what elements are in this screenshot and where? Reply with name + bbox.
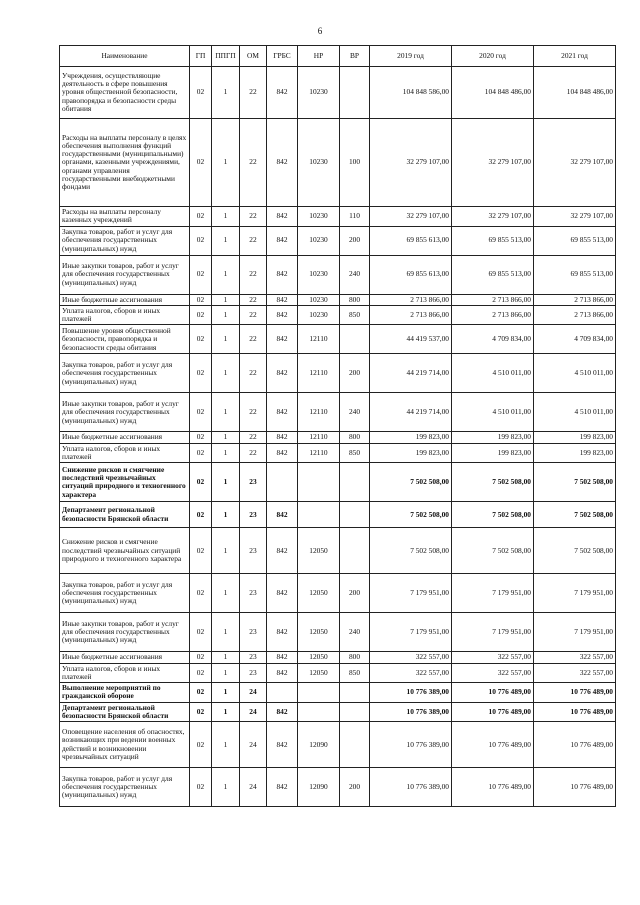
table-row bbox=[60, 294, 616, 305]
cell-grbs: 842 bbox=[267, 255, 298, 294]
cell-om: 24 bbox=[240, 722, 267, 768]
cell-2020: 199 823,00 bbox=[452, 443, 534, 463]
header-vr: ВР bbox=[340, 46, 370, 67]
cell-ppgp: 1 bbox=[212, 663, 240, 683]
cell-om: 22 bbox=[240, 255, 267, 294]
cell-gp: 02 bbox=[190, 502, 212, 528]
cell-name: Закупка товаров, работ и услуг для обеспечения государственных (муниципальных) нужд bbox=[60, 768, 190, 807]
cell-vr: 200 bbox=[340, 226, 370, 255]
header-grbs: ГРБС bbox=[267, 46, 298, 67]
cell-nr: 12110 bbox=[298, 432, 340, 443]
cell-gp: 02 bbox=[190, 305, 212, 325]
cell-2019: 104 848 586,00 bbox=[370, 67, 452, 119]
table-row bbox=[60, 613, 616, 652]
table-body bbox=[60, 67, 616, 807]
cell-ppgp: 1 bbox=[212, 393, 240, 432]
cell-om: 22 bbox=[240, 226, 267, 255]
cell-nr: 12090 bbox=[298, 722, 340, 768]
cell-om: 22 bbox=[240, 207, 267, 227]
cell-2019: 32 279 107,00 bbox=[370, 207, 452, 227]
cell-2019: 7 502 508,00 bbox=[370, 463, 452, 502]
cell-gp: 02 bbox=[190, 722, 212, 768]
table-row bbox=[60, 528, 616, 574]
cell-name: Уплата налогов, сборов и иных платежей bbox=[60, 305, 190, 325]
cell-grbs bbox=[267, 463, 298, 502]
cell-2021: 4 510 011,00 bbox=[534, 354, 616, 393]
cell-vr bbox=[340, 722, 370, 768]
cell-name: Закупка товаров, работ и услуг для обеспечения государственных (муниципальных) нужд bbox=[60, 354, 190, 393]
cell-nr: 12050 bbox=[298, 663, 340, 683]
cell-om: 22 bbox=[240, 119, 267, 207]
cell-grbs: 842 bbox=[267, 528, 298, 574]
cell-vr: 850 bbox=[340, 305, 370, 325]
cell-2019: 44 419 537,00 bbox=[370, 325, 452, 354]
cell-grbs: 842 bbox=[267, 119, 298, 207]
table-row bbox=[60, 652, 616, 663]
header-ppgp: ППГП bbox=[212, 46, 240, 67]
cell-gp: 02 bbox=[190, 528, 212, 574]
cell-vr: 850 bbox=[340, 443, 370, 463]
table-row bbox=[60, 255, 616, 294]
cell-name: Расходы на выплаты персоналу казенных учреждений bbox=[60, 207, 190, 227]
cell-grbs: 842 bbox=[267, 67, 298, 119]
cell-vr bbox=[340, 702, 370, 722]
cell-om: 22 bbox=[240, 325, 267, 354]
cell-gp: 02 bbox=[190, 574, 212, 613]
cell-name: Иные закупки товаров, работ и услуг для обеспечения государственных (муниципальных) нужд bbox=[60, 255, 190, 294]
cell-name: Департамент региональной безопасности Брянской области bbox=[60, 702, 190, 722]
cell-om: 22 bbox=[240, 67, 267, 119]
table-row bbox=[60, 502, 616, 528]
cell-vr: 800 bbox=[340, 652, 370, 663]
cell-nr bbox=[298, 702, 340, 722]
cell-2019: 7 179 951,00 bbox=[370, 574, 452, 613]
cell-gp: 02 bbox=[190, 613, 212, 652]
cell-2021: 7 502 508,00 bbox=[534, 502, 616, 528]
cell-2020: 4 510 011,00 bbox=[452, 393, 534, 432]
table-row bbox=[60, 463, 616, 502]
cell-gp: 02 bbox=[190, 463, 212, 502]
cell-gp: 02 bbox=[190, 294, 212, 305]
cell-gp: 02 bbox=[190, 226, 212, 255]
cell-grbs: 842 bbox=[267, 502, 298, 528]
table-row bbox=[60, 702, 616, 722]
cell-name: Снижение рисков и смягчение последствий чрезвычайных ситуаций природного и техногенного характера bbox=[60, 463, 190, 502]
cell-2020: 2 713 866,00 bbox=[452, 305, 534, 325]
cell-2021: 10 776 489,00 bbox=[534, 722, 616, 768]
cell-nr: 10230 bbox=[298, 305, 340, 325]
cell-2020: 322 557,00 bbox=[452, 663, 534, 683]
table-row bbox=[60, 305, 616, 325]
cell-name: Иные бюджетные ассигнования bbox=[60, 294, 190, 305]
table-row bbox=[60, 226, 616, 255]
cell-gp: 02 bbox=[190, 663, 212, 683]
cell-2020: 7 179 951,00 bbox=[452, 574, 534, 613]
table-row bbox=[60, 325, 616, 354]
table-row bbox=[60, 207, 616, 227]
cell-vr: 110 bbox=[340, 207, 370, 227]
cell-2020: 10 776 489,00 bbox=[452, 768, 534, 807]
cell-om: 22 bbox=[240, 305, 267, 325]
cell-ppgp: 1 bbox=[212, 613, 240, 652]
table-row bbox=[60, 768, 616, 807]
table-row bbox=[60, 722, 616, 768]
cell-om: 22 bbox=[240, 393, 267, 432]
cell-om: 23 bbox=[240, 574, 267, 613]
cell-vr bbox=[340, 67, 370, 119]
cell-2021: 322 557,00 bbox=[534, 652, 616, 663]
cell-name: Повышение уровня общественной безопасности, правопорядка и безопасности среды обитания bbox=[60, 325, 190, 354]
cell-nr bbox=[298, 683, 340, 703]
cell-om: 23 bbox=[240, 463, 267, 502]
cell-om: 22 bbox=[240, 443, 267, 463]
table-row bbox=[60, 432, 616, 443]
cell-grbs: 842 bbox=[267, 663, 298, 683]
cell-ppgp: 1 bbox=[212, 294, 240, 305]
cell-gp: 02 bbox=[190, 207, 212, 227]
cell-om: 23 bbox=[240, 663, 267, 683]
cell-gp: 02 bbox=[190, 67, 212, 119]
cell-vr: 200 bbox=[340, 574, 370, 613]
cell-2020: 4 709 834,00 bbox=[452, 325, 534, 354]
cell-2021: 7 502 508,00 bbox=[534, 463, 616, 502]
cell-2019: 7 502 508,00 bbox=[370, 528, 452, 574]
header-2019: 2019 год bbox=[370, 46, 452, 67]
cell-nr: 10230 bbox=[298, 294, 340, 305]
cell-2019: 2 713 866,00 bbox=[370, 305, 452, 325]
cell-2021: 32 279 107,00 bbox=[534, 207, 616, 227]
cell-ppgp: 1 bbox=[212, 463, 240, 502]
cell-om: 22 bbox=[240, 354, 267, 393]
cell-2019: 322 557,00 bbox=[370, 652, 452, 663]
cell-vr: 240 bbox=[340, 255, 370, 294]
cell-2021: 69 855 513,00 bbox=[534, 255, 616, 294]
cell-grbs: 842 bbox=[267, 393, 298, 432]
cell-ppgp: 1 bbox=[212, 574, 240, 613]
cell-name: Иные закупки товаров, работ и услуг для обеспечения государственных (муниципальных) нужд bbox=[60, 393, 190, 432]
cell-vr bbox=[340, 683, 370, 703]
header-2021: 2021 год bbox=[534, 46, 616, 67]
cell-ppgp: 1 bbox=[212, 722, 240, 768]
table-row bbox=[60, 354, 616, 393]
cell-vr: 200 bbox=[340, 354, 370, 393]
cell-2020: 2 713 866,00 bbox=[452, 294, 534, 305]
cell-name: Выполнение мероприятий по гражданской обороне bbox=[60, 683, 190, 703]
cell-vr bbox=[340, 528, 370, 574]
cell-ppgp: 1 bbox=[212, 207, 240, 227]
cell-gp: 02 bbox=[190, 255, 212, 294]
cell-grbs: 842 bbox=[267, 768, 298, 807]
cell-name: Закупка товаров, работ и услуг для обеспечения государственных (муниципальных) нужд bbox=[60, 226, 190, 255]
cell-2020: 7 502 508,00 bbox=[452, 528, 534, 574]
cell-ppgp: 1 bbox=[212, 226, 240, 255]
cell-vr: 800 bbox=[340, 294, 370, 305]
cell-nr bbox=[298, 502, 340, 528]
cell-ppgp: 1 bbox=[212, 67, 240, 119]
cell-2020: 32 279 107,00 bbox=[452, 207, 534, 227]
table-header-row bbox=[60, 46, 616, 67]
cell-ppgp: 1 bbox=[212, 119, 240, 207]
cell-grbs: 842 bbox=[267, 652, 298, 663]
cell-om: 24 bbox=[240, 683, 267, 703]
cell-nr: 10230 bbox=[298, 255, 340, 294]
cell-2021: 7 179 951,00 bbox=[534, 613, 616, 652]
table-row bbox=[60, 393, 616, 432]
cell-nr: 10230 bbox=[298, 226, 340, 255]
cell-vr: 200 bbox=[340, 768, 370, 807]
cell-gp: 02 bbox=[190, 683, 212, 703]
table-row bbox=[60, 574, 616, 613]
cell-grbs: 842 bbox=[267, 432, 298, 443]
table-row bbox=[60, 663, 616, 683]
cell-ppgp: 1 bbox=[212, 325, 240, 354]
cell-name: Снижение рисков и смягчение последствий чрезвычайных ситуаций природного и техногенного характера bbox=[60, 528, 190, 574]
cell-vr: 850 bbox=[340, 663, 370, 683]
cell-name: Уплата налогов, сборов и иных платежей bbox=[60, 443, 190, 463]
cell-gp: 02 bbox=[190, 393, 212, 432]
cell-2021: 2 713 866,00 bbox=[534, 294, 616, 305]
cell-gp: 02 bbox=[190, 652, 212, 663]
cell-vr: 800 bbox=[340, 432, 370, 443]
cell-gp: 02 bbox=[190, 432, 212, 443]
cell-ppgp: 1 bbox=[212, 652, 240, 663]
cell-om: 22 bbox=[240, 432, 267, 443]
cell-ppgp: 1 bbox=[212, 768, 240, 807]
header-2020: 2020 год bbox=[452, 46, 534, 67]
cell-2019: 44 219 714,00 bbox=[370, 354, 452, 393]
cell-grbs: 842 bbox=[267, 207, 298, 227]
cell-2019: 7 179 951,00 bbox=[370, 613, 452, 652]
header-gp: ГП bbox=[190, 46, 212, 67]
cell-2020: 69 855 513,00 bbox=[452, 226, 534, 255]
cell-2021: 322 557,00 bbox=[534, 663, 616, 683]
cell-name: Расходы на выплаты персоналу в целях обеспечения выполнения функций государственными (муниципальными) органами, казенными учреждениями, органами управления государственными внебюджетными фондами bbox=[60, 119, 190, 207]
cell-2021: 10 776 489,00 bbox=[534, 683, 616, 703]
cell-om: 23 bbox=[240, 528, 267, 574]
cell-2020: 10 776 489,00 bbox=[452, 683, 534, 703]
table-row bbox=[60, 683, 616, 703]
cell-gp: 02 bbox=[190, 768, 212, 807]
cell-nr: 12110 bbox=[298, 393, 340, 432]
budget-table bbox=[59, 45, 616, 807]
cell-om: 23 bbox=[240, 652, 267, 663]
cell-ppgp: 1 bbox=[212, 683, 240, 703]
cell-name: Иные бюджетные ассигнования bbox=[60, 432, 190, 443]
cell-2020: 32 279 107,00 bbox=[452, 119, 534, 207]
cell-gp: 02 bbox=[190, 325, 212, 354]
header-om: ОМ bbox=[240, 46, 267, 67]
cell-2019: 10 776 389,00 bbox=[370, 722, 452, 768]
cell-2020: 7 179 951,00 bbox=[452, 613, 534, 652]
cell-2021: 32 279 107,00 bbox=[534, 119, 616, 207]
cell-2020: 104 848 486,00 bbox=[452, 67, 534, 119]
cell-nr: 12090 bbox=[298, 768, 340, 807]
cell-grbs: 842 bbox=[267, 574, 298, 613]
cell-nr: 12050 bbox=[298, 652, 340, 663]
table-row bbox=[60, 67, 616, 119]
cell-2020: 4 510 011,00 bbox=[452, 354, 534, 393]
cell-grbs: 842 bbox=[267, 443, 298, 463]
header-nr: НР bbox=[298, 46, 340, 67]
cell-2021: 2 713 866,00 bbox=[534, 305, 616, 325]
cell-name: Иные бюджетные ассигнования bbox=[60, 652, 190, 663]
cell-name: Уплата налогов, сборов и иных платежей bbox=[60, 663, 190, 683]
cell-nr: 10230 bbox=[298, 119, 340, 207]
cell-ppgp: 1 bbox=[212, 502, 240, 528]
cell-om: 23 bbox=[240, 613, 267, 652]
cell-2021: 10 776 489,00 bbox=[534, 702, 616, 722]
cell-gp: 02 bbox=[190, 354, 212, 393]
cell-om: 22 bbox=[240, 294, 267, 305]
cell-name: Оповещение населения об опасностях, возникающих при ведении военных действий и возникновении чрезвычайных ситуаций bbox=[60, 722, 190, 768]
cell-grbs: 842 bbox=[267, 226, 298, 255]
cell-om: 24 bbox=[240, 768, 267, 807]
cell-ppgp: 1 bbox=[212, 702, 240, 722]
cell-gp: 02 bbox=[190, 702, 212, 722]
cell-2021: 10 776 489,00 bbox=[534, 768, 616, 807]
cell-2019: 7 502 508,00 bbox=[370, 502, 452, 528]
cell-2020: 322 557,00 bbox=[452, 652, 534, 663]
cell-2019: 32 279 107,00 bbox=[370, 119, 452, 207]
cell-2019: 69 855 613,00 bbox=[370, 226, 452, 255]
cell-2020: 7 502 508,00 bbox=[452, 463, 534, 502]
cell-2020: 10 776 489,00 bbox=[452, 702, 534, 722]
cell-name: Закупка товаров, работ и услуг для обеспечения государственных (муниципальных) нужд bbox=[60, 574, 190, 613]
cell-2019: 199 823,00 bbox=[370, 443, 452, 463]
cell-2019: 10 776 389,00 bbox=[370, 683, 452, 703]
cell-ppgp: 1 bbox=[212, 432, 240, 443]
cell-gp: 02 bbox=[190, 443, 212, 463]
cell-nr: 10230 bbox=[298, 67, 340, 119]
cell-2019: 10 776 389,00 bbox=[370, 702, 452, 722]
cell-gp: 02 bbox=[190, 119, 212, 207]
cell-grbs: 842 bbox=[267, 294, 298, 305]
cell-name: Учреждения, осуществляющие деятельность в сфере повышения уровня общественной безопасности, правопорядка и безопасности среды обитания bbox=[60, 67, 190, 119]
cell-nr: 12110 bbox=[298, 443, 340, 463]
cell-2021: 199 823,00 bbox=[534, 432, 616, 443]
cell-2021: 7 502 508,00 bbox=[534, 528, 616, 574]
cell-ppgp: 1 bbox=[212, 528, 240, 574]
cell-om: 23 bbox=[240, 502, 267, 528]
cell-ppgp: 1 bbox=[212, 305, 240, 325]
cell-grbs: 842 bbox=[267, 305, 298, 325]
cell-grbs: 842 bbox=[267, 722, 298, 768]
cell-grbs bbox=[267, 683, 298, 703]
cell-2019: 199 823,00 bbox=[370, 432, 452, 443]
cell-nr: 12110 bbox=[298, 354, 340, 393]
table-row bbox=[60, 443, 616, 463]
cell-2021: 4 709 834,00 bbox=[534, 325, 616, 354]
cell-nr: 12050 bbox=[298, 613, 340, 652]
cell-2021: 4 510 011,00 bbox=[534, 393, 616, 432]
cell-2021: 104 848 486,00 bbox=[534, 67, 616, 119]
cell-nr: 12050 bbox=[298, 574, 340, 613]
header-name: Наименование bbox=[60, 46, 190, 67]
cell-nr: 12110 bbox=[298, 325, 340, 354]
cell-ppgp: 1 bbox=[212, 443, 240, 463]
cell-grbs: 842 bbox=[267, 702, 298, 722]
cell-nr bbox=[298, 463, 340, 502]
cell-2020: 69 855 513,00 bbox=[452, 255, 534, 294]
cell-om: 24 bbox=[240, 702, 267, 722]
cell-2020: 7 502 508,00 bbox=[452, 502, 534, 528]
cell-2019: 69 855 613,00 bbox=[370, 255, 452, 294]
cell-nr: 12050 bbox=[298, 528, 340, 574]
cell-2021: 199 823,00 bbox=[534, 443, 616, 463]
cell-grbs: 842 bbox=[267, 354, 298, 393]
cell-2019: 2 713 866,00 bbox=[370, 294, 452, 305]
cell-vr bbox=[340, 463, 370, 502]
cell-name: Иные закупки товаров, работ и услуг для обеспечения государственных (муниципальных) нужд bbox=[60, 613, 190, 652]
page-number: 6 bbox=[317, 26, 323, 36]
cell-nr: 10230 bbox=[298, 207, 340, 227]
cell-ppgp: 1 bbox=[212, 255, 240, 294]
cell-vr: 240 bbox=[340, 613, 370, 652]
cell-2019: 44 219 714,00 bbox=[370, 393, 452, 432]
cell-2019: 10 776 389,00 bbox=[370, 768, 452, 807]
cell-ppgp: 1 bbox=[212, 354, 240, 393]
cell-2020: 199 823,00 bbox=[452, 432, 534, 443]
cell-grbs: 842 bbox=[267, 613, 298, 652]
cell-name: Департамент региональной безопасности Брянской области bbox=[60, 502, 190, 528]
table-row bbox=[60, 119, 616, 207]
cell-vr bbox=[340, 325, 370, 354]
cell-vr: 240 bbox=[340, 393, 370, 432]
cell-vr bbox=[340, 502, 370, 528]
cell-vr: 100 bbox=[340, 119, 370, 207]
cell-2021: 7 179 951,00 bbox=[534, 574, 616, 613]
cell-grbs: 842 bbox=[267, 325, 298, 354]
cell-2020: 10 776 489,00 bbox=[452, 722, 534, 768]
cell-2019: 322 557,00 bbox=[370, 663, 452, 683]
cell-2021: 69 855 513,00 bbox=[534, 226, 616, 255]
